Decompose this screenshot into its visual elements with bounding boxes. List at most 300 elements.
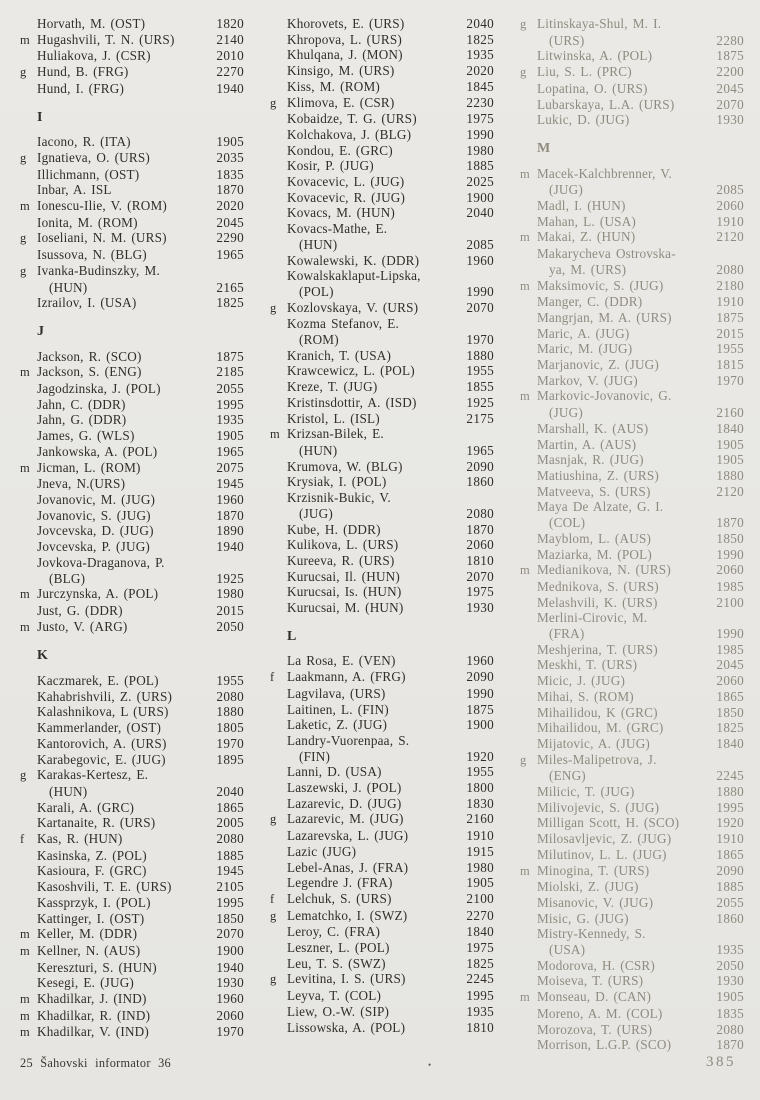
- title-prefix: g: [270, 972, 277, 987]
- rating-value: 1995: [716, 799, 744, 815]
- player-name: Kaczmarek, E. (POL): [37, 673, 159, 689]
- list-item: [20, 926, 244, 943]
- title-prefix: f: [270, 891, 275, 906]
- rating-value: 2035: [216, 149, 244, 165]
- player-name-continued: (FRA): [549, 626, 585, 642]
- list-item: [520, 484, 744, 500]
- list-item: [270, 253, 494, 269]
- rating-value: 1845: [466, 78, 494, 94]
- rating-value: 1850: [216, 910, 244, 926]
- player-name: Kurucsai, Il. (HUN): [287, 568, 401, 584]
- player-name: Miolski, Z. (JUG): [537, 879, 639, 895]
- list-item: [20, 48, 244, 64]
- list-item: [520, 278, 744, 295]
- player-name: Khadilkar, V. (IND): [37, 1024, 149, 1040]
- entry-line-2: [270, 284, 494, 300]
- player-name: Jicman, L. (ROM): [37, 459, 141, 475]
- rating-value: 1870: [466, 521, 494, 537]
- rating-value: 1875: [466, 701, 494, 717]
- rating-value: 1990: [466, 283, 494, 299]
- player-name: Lazic (JUG): [287, 843, 357, 859]
- rating-value: 1840: [716, 735, 744, 751]
- player-name: Jankowska, A. (POL): [37, 443, 158, 459]
- rating-value: 1905: [466, 875, 494, 891]
- title-prefix: g: [20, 768, 27, 783]
- rating-value: 2270: [216, 64, 244, 80]
- rating-value: 1900: [216, 942, 244, 958]
- player-name: Horvath, M. (OST): [37, 16, 146, 31]
- rating-value: 1865: [716, 846, 744, 862]
- rating-value: 2080: [716, 1021, 744, 1037]
- player-name-continued: (BLG): [49, 570, 86, 586]
- list-item: [520, 895, 744, 911]
- rating-value: 1835: [716, 1005, 744, 1021]
- title-prefix: m: [520, 990, 530, 1005]
- rating-value: 1990: [466, 685, 494, 701]
- list-item: [270, 221, 494, 252]
- list-item: [270, 686, 494, 702]
- title-prefix: m: [520, 230, 530, 245]
- rating-value: 2080: [216, 831, 244, 847]
- list-item: [520, 973, 744, 989]
- column-1: [20, 16, 244, 1053]
- list-item: [270, 702, 494, 718]
- rating-value: 2090: [466, 458, 494, 474]
- rating-value: 2020: [216, 198, 244, 214]
- list-item: [20, 215, 244, 231]
- player-name: Karakas-Kertesz, E.: [37, 767, 149, 783]
- list-item: [270, 79, 494, 95]
- player-name: Kosir, P. (JUG): [287, 158, 374, 174]
- player-name-continued: (USA): [549, 942, 586, 958]
- list-item: [520, 911, 744, 927]
- rating-value: 1930: [466, 600, 494, 616]
- title-prefix: m: [270, 427, 280, 442]
- rating-value: 1970: [716, 372, 744, 388]
- entry-line-2: [270, 506, 494, 522]
- player-name: Liew, O.-W. (SIP): [287, 1003, 390, 1019]
- list-item: [520, 229, 744, 246]
- rating-value: 2280: [716, 32, 744, 48]
- list-item: [270, 363, 494, 379]
- title-prefix: f: [270, 670, 275, 685]
- rating-value: 1840: [466, 924, 494, 940]
- rating-value: 1850: [716, 530, 744, 546]
- player-name: Mihai, S. (ROM): [537, 688, 634, 704]
- list-item: [270, 844, 494, 860]
- title-prefix: g: [270, 95, 277, 110]
- section-letter: L: [287, 628, 297, 644]
- rating-value: 2090: [466, 669, 494, 685]
- rating-value: 2180: [716, 277, 744, 293]
- rating-value: 1970: [216, 735, 244, 751]
- list-item: [20, 539, 244, 555]
- player-name-continued: (JUG): [299, 505, 333, 521]
- rating-value: 2005: [216, 815, 244, 831]
- list-item: [520, 310, 744, 326]
- player-name: Mednikova, S. (URS): [537, 578, 659, 594]
- player-name: Jovanovic, M. (JUG): [37, 491, 156, 507]
- rating-value: 1885: [466, 158, 494, 174]
- title-prefix: f: [20, 832, 25, 847]
- list-item: [20, 16, 244, 32]
- list-item: [20, 1008, 244, 1025]
- rating-value: 2045: [716, 657, 744, 673]
- rating-value: 1980: [216, 586, 244, 602]
- list-item: [270, 537, 494, 553]
- player-name: Marshall, K. (AUS): [537, 420, 649, 436]
- rating-value: 2200: [716, 64, 744, 80]
- list-item: [270, 828, 494, 844]
- list-item: [20, 247, 244, 263]
- player-name: Maziarka, M. (POL): [537, 546, 652, 562]
- player-name: Macek-Kalchbrenner, V.: [537, 165, 672, 181]
- list-item: [520, 81, 744, 97]
- list-item: [270, 190, 494, 206]
- player-name: Inbar, A. ISL: [37, 182, 112, 198]
- player-name-continued: (ENG): [549, 768, 586, 784]
- player-name: Lelchuk, S. (URS): [287, 890, 392, 906]
- rating-value: 1940: [216, 539, 244, 555]
- player-name: Liu, S. L. (PRC): [537, 64, 632, 80]
- list-item: [270, 111, 494, 127]
- list-item: [270, 908, 494, 925]
- player-name: Legendre J. (FRA): [287, 875, 393, 891]
- player-name: Khorovets, E. (URS): [287, 16, 405, 31]
- player-name: Kowalskaklaput-Lipska,: [287, 268, 421, 284]
- rating-value: 1940: [216, 80, 244, 96]
- player-name: Kiss, M. (ROM): [287, 78, 380, 94]
- rating-value: 2120: [716, 229, 744, 245]
- player-name: Morozova, T. (URS): [537, 1021, 653, 1037]
- player-name: Lebel-Anas, J. (FRA): [287, 859, 409, 875]
- title-prefix: m: [520, 563, 530, 578]
- rating-value: 2055: [716, 894, 744, 910]
- title-prefix: m: [20, 365, 30, 380]
- list-item: [20, 848, 244, 864]
- rating-value: 1955: [716, 341, 744, 357]
- player-name: Maric, A. (JUG): [537, 325, 630, 341]
- player-name: Minogina, T. (URS): [537, 862, 650, 878]
- list-item: [520, 752, 744, 784]
- player-name: La Rosa, E. (VEN): [287, 653, 396, 669]
- entry-line-1: [520, 752, 744, 769]
- list-item: [20, 150, 244, 167]
- player-name: Makai, Z. (HUN): [537, 229, 636, 245]
- player-name: Hugashvili, T. N. (URS): [37, 31, 175, 47]
- list-item: [520, 847, 744, 863]
- list-item: [270, 490, 494, 521]
- page-number: 385: [706, 1054, 736, 1070]
- list-item: [520, 610, 744, 641]
- rating-value: 1860: [716, 910, 744, 926]
- player-name: Hund, I. (FRG): [37, 80, 125, 96]
- rating-value: 1910: [716, 831, 744, 847]
- player-name: Kovacevic, R. (JUG): [287, 189, 406, 205]
- player-name: Krawcewicz, L. (POL): [287, 363, 415, 379]
- player-name: Lanni, D. (USA): [287, 764, 382, 780]
- player-name: Ionescu-Ilie, V. (ROM): [37, 198, 167, 214]
- column-3: [520, 16, 744, 1053]
- player-name: Ioseliani, N. M. (URS): [37, 230, 167, 246]
- player-name: Laakmann, A. (FRG): [287, 669, 406, 685]
- rating-value: 2080: [466, 505, 494, 521]
- rating-value: 1905: [716, 452, 744, 468]
- rating-value: 1875: [716, 48, 744, 64]
- rating-value: 1935: [216, 412, 244, 428]
- rating-value: 1955: [216, 673, 244, 689]
- entry-line-2: [20, 280, 244, 296]
- rating-value: 2165: [216, 279, 244, 295]
- player-name: Maric, M. (JUG): [537, 341, 633, 357]
- entry-line-1: [20, 263, 244, 280]
- list-item: [20, 831, 244, 848]
- player-name: Maya De Alzate, G. I.: [537, 499, 664, 515]
- rating-value: 2060: [216, 1007, 244, 1023]
- rating-value: 1995: [466, 988, 494, 1004]
- entry-line-2: [270, 749, 494, 765]
- entry-line-2: [520, 768, 744, 784]
- rating-value: 1915: [466, 843, 494, 859]
- list-item: [520, 689, 744, 705]
- center-mark: •: [428, 1060, 432, 1070]
- player-name: Kristol, L. (ISL): [287, 410, 380, 426]
- list-item: [20, 182, 244, 198]
- list-item: [520, 166, 744, 198]
- player-name: Kas, R. (HUN): [37, 831, 123, 847]
- player-name: Kobaidze, T. G. (URS): [287, 111, 417, 127]
- list-item: [20, 555, 244, 586]
- list-item: [20, 752, 244, 768]
- rating-value: 1805: [216, 720, 244, 736]
- entry-line-2: [270, 332, 494, 348]
- list-item: [20, 943, 244, 960]
- player-name: Jneva, N.(URS): [37, 476, 126, 492]
- player-name: Kesegi, E. (JUG): [37, 975, 135, 991]
- player-name: Matiushina, Z. (URS): [537, 467, 660, 483]
- list-item: [270, 569, 494, 585]
- rating-value: 1905: [716, 989, 744, 1005]
- title-prefix: g: [270, 908, 277, 923]
- entry-line-2: [520, 942, 744, 958]
- player-name: Markovic-Jovanovic, G.: [537, 388, 672, 404]
- player-name: Monseau, D. (CAN): [537, 989, 652, 1005]
- list-item: [20, 673, 244, 689]
- rating-value: 2245: [716, 768, 744, 784]
- list-item: [20, 523, 244, 539]
- rating-value: 2185: [216, 364, 244, 380]
- player-name: Kinsigo, M. (URS): [287, 63, 395, 79]
- rating-value: 1835: [216, 166, 244, 182]
- title-prefix: m: [520, 278, 530, 293]
- rating-value: 1945: [216, 476, 244, 492]
- rating-value: 2270: [466, 907, 494, 923]
- rating-value: 2120: [716, 483, 744, 499]
- player-name: Morrison, L.G.P. (SCO): [537, 1037, 672, 1053]
- list-item: [520, 452, 744, 468]
- rating-value: 1960: [466, 252, 494, 268]
- rating-value: 1905: [216, 134, 244, 150]
- player-name: Khropova, L. (URS): [287, 31, 403, 47]
- player-name: Martin, A. (AUS): [537, 436, 637, 452]
- rating-value: 2230: [466, 94, 494, 110]
- entry-line-2: [20, 784, 244, 800]
- list-item: [20, 349, 244, 365]
- list-item: [520, 831, 744, 847]
- list-item: [270, 988, 494, 1004]
- title-prefix: m: [20, 619, 30, 634]
- player-name: Merlini-Cirovic, M.: [537, 610, 648, 626]
- list-item: [520, 246, 744, 277]
- rating-value: 1905: [716, 436, 744, 452]
- rating-value: 1905: [216, 428, 244, 444]
- player-name: Justo, V. (ARG): [37, 618, 128, 634]
- list-item: [270, 971, 494, 988]
- list-item: [20, 32, 244, 49]
- title-prefix: m: [520, 389, 530, 404]
- title-prefix: g: [520, 752, 527, 767]
- player-name: Krumova, W. (BLG): [287, 458, 403, 474]
- title-prefix: m: [20, 943, 30, 958]
- rating-value: 1880: [216, 704, 244, 720]
- rating-value: 1920: [716, 815, 744, 831]
- player-name: Leyva, T. (COL): [287, 988, 382, 1004]
- rating-value: 1980: [466, 142, 494, 158]
- player-name: Kereszturi, S. (HUN): [37, 959, 157, 975]
- player-name: Kasioura, F. (GRC): [37, 863, 147, 879]
- rating-value: 1955: [466, 764, 494, 780]
- list-item: [20, 230, 244, 247]
- list-item: [520, 294, 744, 310]
- player-name: Modorova, H. (CSR): [537, 957, 655, 973]
- title-prefix: g: [520, 65, 527, 80]
- list-item: [520, 198, 744, 214]
- list-item: [270, 379, 494, 395]
- rating-value: 1990: [466, 126, 494, 142]
- player-name: Manger, C. (DDR): [537, 294, 643, 310]
- entry-line-1: [270, 316, 494, 332]
- list-item: [20, 476, 244, 492]
- player-name: Kulikova, L. (URS): [287, 537, 399, 553]
- player-name-continued: (JUG): [549, 182, 583, 198]
- player-name: Kristinsdottir, A. (ISD): [287, 394, 417, 410]
- rating-value: 1935: [716, 942, 744, 958]
- player-name-continued: (HUN): [49, 279, 88, 295]
- title-prefix: m: [20, 992, 30, 1007]
- rating-value: 2015: [216, 602, 244, 618]
- rating-value: 1920: [466, 748, 494, 764]
- player-name: Markov, V. (JUG): [537, 372, 638, 388]
- rating-value: 2025: [466, 174, 494, 190]
- list-item: [20, 381, 244, 397]
- player-name: Kartanaite, R. (URS): [37, 815, 156, 831]
- list-item: [270, 205, 494, 221]
- player-name: Huliakova, J. (CSR): [37, 48, 151, 64]
- entry-line-2: [520, 182, 744, 198]
- player-name-continued: (HUN): [49, 783, 88, 799]
- rating-value: 1930: [716, 112, 744, 128]
- rating-value: 2015: [716, 325, 744, 341]
- section-letter: I: [37, 109, 43, 125]
- player-name: Madl, I. (HUN): [537, 198, 626, 214]
- list-item: [270, 63, 494, 79]
- entry-line-2: [520, 33, 744, 49]
- rating-value: 1850: [716, 704, 744, 720]
- player-name: Lazarevic, M. (JUG): [287, 811, 404, 827]
- rating-value: 1885: [716, 879, 744, 895]
- player-name-continued: (HUN): [299, 236, 338, 252]
- player-name: Matveeva, S. (URS): [537, 483, 651, 499]
- list-item: [520, 989, 744, 1006]
- list-item: [20, 975, 244, 991]
- list-item: [520, 657, 744, 673]
- title-prefix: g: [20, 150, 27, 165]
- list-item: [270, 316, 494, 347]
- player-name: Lazarevska, L. (JUG): [287, 828, 409, 844]
- player-name: Kondou, E. (GRC): [287, 142, 393, 158]
- list-item: [20, 736, 244, 752]
- rating-value: 2040: [216, 783, 244, 799]
- player-name: Jurczynska, A. (POL): [37, 586, 159, 602]
- rating-value: 1870: [716, 515, 744, 531]
- list-item: [270, 860, 494, 876]
- list-item: [20, 619, 244, 636]
- player-name-continued: (FIN): [299, 748, 331, 764]
- list-item: [520, 879, 744, 895]
- list-item: [270, 891, 494, 908]
- list-item: [270, 32, 494, 48]
- rating-value: 1965: [216, 247, 244, 263]
- rating-value: 1900: [466, 717, 494, 733]
- player-name: Lissowska, A. (POL): [287, 1019, 406, 1035]
- rating-value: 1995: [216, 894, 244, 910]
- list-item: [20, 895, 244, 911]
- list-item: [520, 16, 744, 48]
- entry-line-2: [270, 443, 494, 459]
- rating-value: 1870: [716, 1037, 744, 1053]
- player-name: Masnjak, R. (JUG): [537, 452, 644, 468]
- list-item: [520, 926, 744, 957]
- list-item: [20, 603, 244, 619]
- player-name: Kozlovskaya, V. (URS): [287, 299, 419, 315]
- column-2: [270, 16, 494, 1053]
- list-item: [20, 767, 244, 799]
- section-letter: M: [537, 140, 551, 156]
- player-name: Jahn, G. (DDR): [37, 412, 127, 428]
- rating-value: 1980: [466, 859, 494, 875]
- list-item: [520, 863, 744, 880]
- list-item: [270, 733, 494, 764]
- title-prefix: m: [20, 587, 30, 602]
- player-name: Kovacevic, L. (JUG): [287, 174, 405, 190]
- player-name: Karabegovic, E. (JUG): [37, 751, 166, 767]
- rating-value: 1900: [466, 189, 494, 205]
- player-name-continued: (HUN): [299, 442, 338, 458]
- player-name: Mihailidou, K (GRC): [537, 704, 658, 720]
- rating-value: 1990: [716, 546, 744, 562]
- rating-value: 1825: [716, 720, 744, 736]
- list-item: [270, 553, 494, 569]
- rating-value: 1930: [216, 975, 244, 991]
- player-name: Kovacs-Mathe, E.: [287, 221, 388, 237]
- list-item: [520, 642, 744, 658]
- player-name: Izrailov, I. (USA): [37, 295, 137, 311]
- list-item: [270, 268, 494, 299]
- player-name: Lubarskaya, L.A. (URS): [537, 96, 675, 112]
- entry-line-1: [270, 426, 494, 443]
- list-item: [20, 960, 244, 976]
- entry-line-1: [270, 221, 494, 237]
